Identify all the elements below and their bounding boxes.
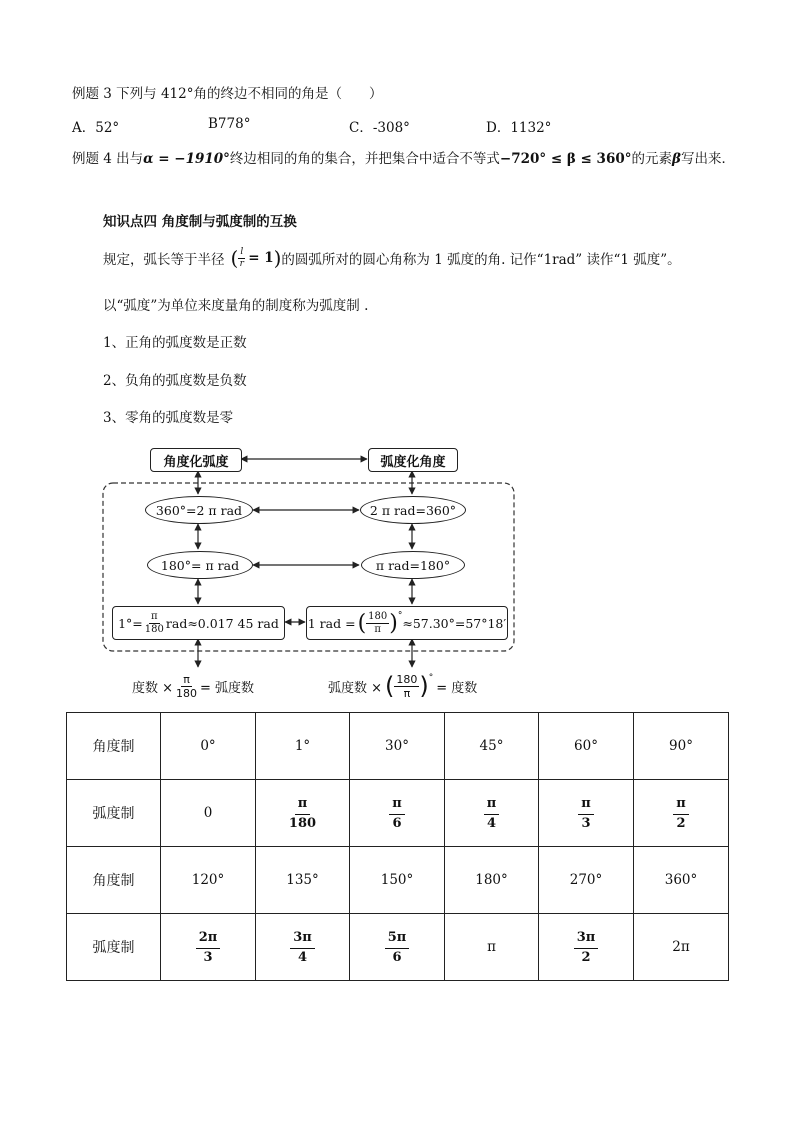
oval-180-deg: 180°= π rad <box>147 551 253 579</box>
oval-pi-rad: π rad=180° <box>361 551 465 579</box>
table-cell: 60° <box>539 713 634 780</box>
option-a: A．52° <box>72 120 120 136</box>
oval-2pi-rad: 2 π rad=360° <box>360 496 466 524</box>
table-cell: $\frac{3\pi}{4}$ <box>256 914 350 981</box>
option-b: B778° <box>208 116 251 132</box>
table-cell: $\frac{\pi}{6}$ <box>350 780 445 847</box>
conversion-table <box>66 712 729 981</box>
table-cell: 2π <box>634 914 729 981</box>
one-radian-box: 1 rad = ( $\frac{180}{\pi}$ ) ° ≈57.30°=57°18′ <box>306 606 508 640</box>
row-header: 弧度制 <box>67 914 161 981</box>
example-4-question: 例题 4 出与α = −1910°终边相同的角的集合，并把集合中适合不等式−720° ≤ β ≤ 360°的元素β写出来． <box>72 151 735 167</box>
radian-to-degree-header: 弧度化角度 <box>368 448 458 472</box>
radian-to-degree-formula: 弧度数 × ( $\frac{180}{\pi}$ ) ° = 度数 <box>328 672 478 700</box>
inequality: −720° ≤ β ≤ 360° <box>499 151 632 167</box>
one-degree-box: 1°= $\frac{\pi}{180}$ rad≈0.017 45 rad <box>112 606 285 640</box>
table-cell: $\frac{\pi}{3}$ <box>539 780 634 847</box>
row-header: 弧度制 <box>67 780 161 847</box>
table-cell: $\frac{\pi}{4}$ <box>445 780 539 847</box>
table-cell: $\frac{5\pi}{6}$ <box>350 914 445 981</box>
row-header: 角度制 <box>67 713 161 780</box>
radian-definition: 规定，弧长等于半径 ( $\frac{l}{r}$ = 1 ) 的圆弧所对的圆心角称为 1 弧度的角. 记作“1rad” 读作“1 弧度”。 <box>103 246 681 270</box>
table-cell: 45° <box>445 713 539 780</box>
option-d: D．1132° <box>486 120 552 136</box>
point-2: 2、负角的弧度数是负数 <box>103 373 247 389</box>
degree-to-radian-formula: 度数 × $\frac{\pi}{180}$ = 弧度数 <box>132 673 255 700</box>
table-cell: 1° <box>256 713 350 780</box>
alpha-value: α = −1910° <box>143 151 230 167</box>
degree-to-radian-header: 角度化弧度 <box>150 448 242 472</box>
table-cell: 0 <box>161 780 256 847</box>
table-cell: 0° <box>161 713 256 780</box>
table-cell: 30° <box>350 713 445 780</box>
example-3-question: 例题 3 下列与 412°角的终边不相同的角是（ ） <box>72 86 383 102</box>
table-cell: 180° <box>445 847 539 914</box>
table-cell: 150° <box>350 847 445 914</box>
option-c: C．-308° <box>349 120 410 136</box>
table-cell: π <box>445 914 539 981</box>
point-3: 3、零角的弧度数是零 <box>103 410 234 426</box>
point-1: 1、正角的弧度数是正数 <box>103 335 247 351</box>
table-row <box>67 713 729 780</box>
table-cell: $\frac{2\pi}{3}$ <box>161 914 256 981</box>
table-cell: 270° <box>539 847 634 914</box>
table-cell: 120° <box>161 847 256 914</box>
table-cell: $\frac{\pi}{2}$ <box>634 780 729 847</box>
table-row <box>67 914 729 981</box>
row-header: 角度制 <box>67 847 161 914</box>
radian-system-definition: 以“弧度”为单位来度量角的制度称为弧度制 . <box>103 298 369 314</box>
table-cell: 90° <box>634 713 729 780</box>
table-cell: $\frac{3\pi}{2}$ <box>539 914 634 981</box>
table-cell: 360° <box>634 847 729 914</box>
table-cell: 135° <box>256 847 350 914</box>
table-row <box>67 847 729 914</box>
oval-360-deg: 360°=2 π rad <box>145 496 253 524</box>
section-title: 知识点四 角度制与弧度制的互换 <box>103 214 297 230</box>
table-row <box>67 780 729 847</box>
table-cell: $\frac{\pi}{180}$ <box>256 780 350 847</box>
